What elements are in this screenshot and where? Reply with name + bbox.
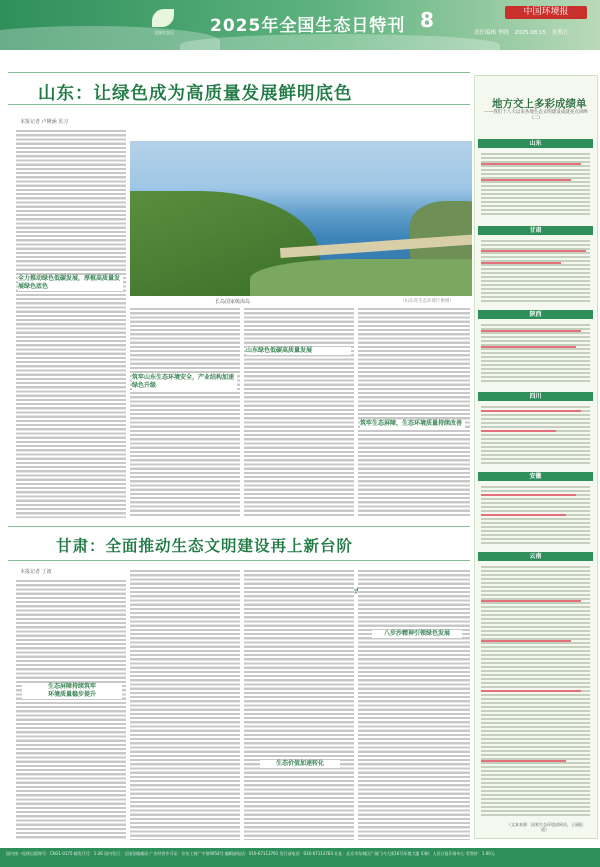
article-gansu-subhead: 环境质量稳步提升: [22, 691, 122, 699]
article-shandong-column-2: [130, 306, 240, 518]
article-shandong-subhead: 筑牢生态屏障，生态环境质量持续改善: [360, 420, 465, 428]
province-label-anhui: 安徽: [478, 472, 593, 481]
page-number: 8: [420, 8, 434, 32]
editor-name: 责任编辑 李晓: [474, 30, 509, 36]
issue-weekday: 星期五: [551, 30, 569, 36]
divider: [8, 104, 470, 105]
sidebar-text-shandong: [481, 151, 590, 217]
article-shandong-column-3: [244, 306, 354, 518]
logo-caption: 全国生态日: [154, 30, 174, 35]
ecology-day-logo: [140, 9, 188, 45]
banner-title: 2025年全国生态日特刊: [210, 16, 406, 36]
sidebar-subtitle: ——我们十八大以来各地生态文明建设成就亮点回眸（二）: [484, 110, 588, 121]
article-gansu-subhead: 生态价值加速转化: [260, 760, 340, 768]
article-gansu-title: 甘肃：全面推动生态文明建设再上新台阶: [56, 536, 354, 555]
article-gansu-byline: 本报记者 丁波: [20, 569, 52, 575]
divider: [8, 560, 470, 561]
article-shandong-subhead: 筑牢山东生态环境安全，产业结构加速绿色升级: [132, 374, 237, 390]
province-label-shaanxi: 陕西: [478, 310, 593, 319]
sidebar-text-sichuan: [481, 404, 590, 464]
province-label-shandong: 山东: [478, 139, 593, 148]
article-gansu-column-1: [16, 578, 126, 840]
top-banner: [0, 0, 600, 50]
sidebar-text-gansu: [481, 238, 590, 302]
leaf-icon: [152, 9, 174, 27]
article-shandong-column-4: [358, 306, 470, 518]
article-shandong-subhead: 山东绿色低碳高质量发展: [246, 347, 351, 355]
article-gansu-subhead: 生态屏障持续筑牢: [22, 683, 122, 691]
issue-meta: [470, 28, 595, 36]
article-shandong-subhead: 全力推动绿色低碳发展，厚植高质量发展绿色底色: [18, 275, 123, 291]
coastline-photo: [130, 141, 472, 296]
sidebar-source-note: （文本来源：国家生态环境部网站，王丽报道）: [507, 822, 583, 832]
article-shandong-byline: 本报记者 卢隆涵 见习: [20, 119, 69, 125]
divider: [8, 72, 470, 73]
article-gansu-column-3: [244, 568, 354, 840]
province-label-yunnan: 云南: [478, 552, 593, 561]
article-shandong-title: 山东：让绿色成为高质量发展鲜明底色: [38, 84, 353, 104]
newspaper-masthead: 中国环境报: [505, 6, 587, 19]
article-gansu-column-4: [358, 568, 470, 840]
article-shandong-column-1: [16, 128, 126, 518]
article-gansu-column-2: [130, 568, 240, 840]
province-label-gansu: 甘肃: [478, 226, 593, 235]
photo-credit: （山东省生态环境厅供图）: [400, 299, 454, 304]
footer-publication-info: 国内统一连续出版物号：CN11-0175 邮发代号：1-26 国内发行：全国各地邮局 广告经营许可证：京东工商广字第0054号 编辑部电话：010-67113791 发行部电话：010-67113783 社址：北京市东城区广渠门内大街16号环境大厦 印刷：人民日报印务中心 零售价：1.00元: [6, 851, 495, 856]
province-label-sichuan: 四川: [478, 392, 593, 401]
article-gansu-subhead: 八步沙精神引领绿色发展: [372, 630, 462, 638]
divider: [8, 526, 470, 527]
issue-date: 2025.08.15: [514, 30, 546, 36]
photo-caption: 长岛国家级海岛: [215, 299, 251, 305]
page-footer: [0, 848, 600, 867]
sidebar-title: 地方交上多彩成绩单: [492, 98, 587, 110]
